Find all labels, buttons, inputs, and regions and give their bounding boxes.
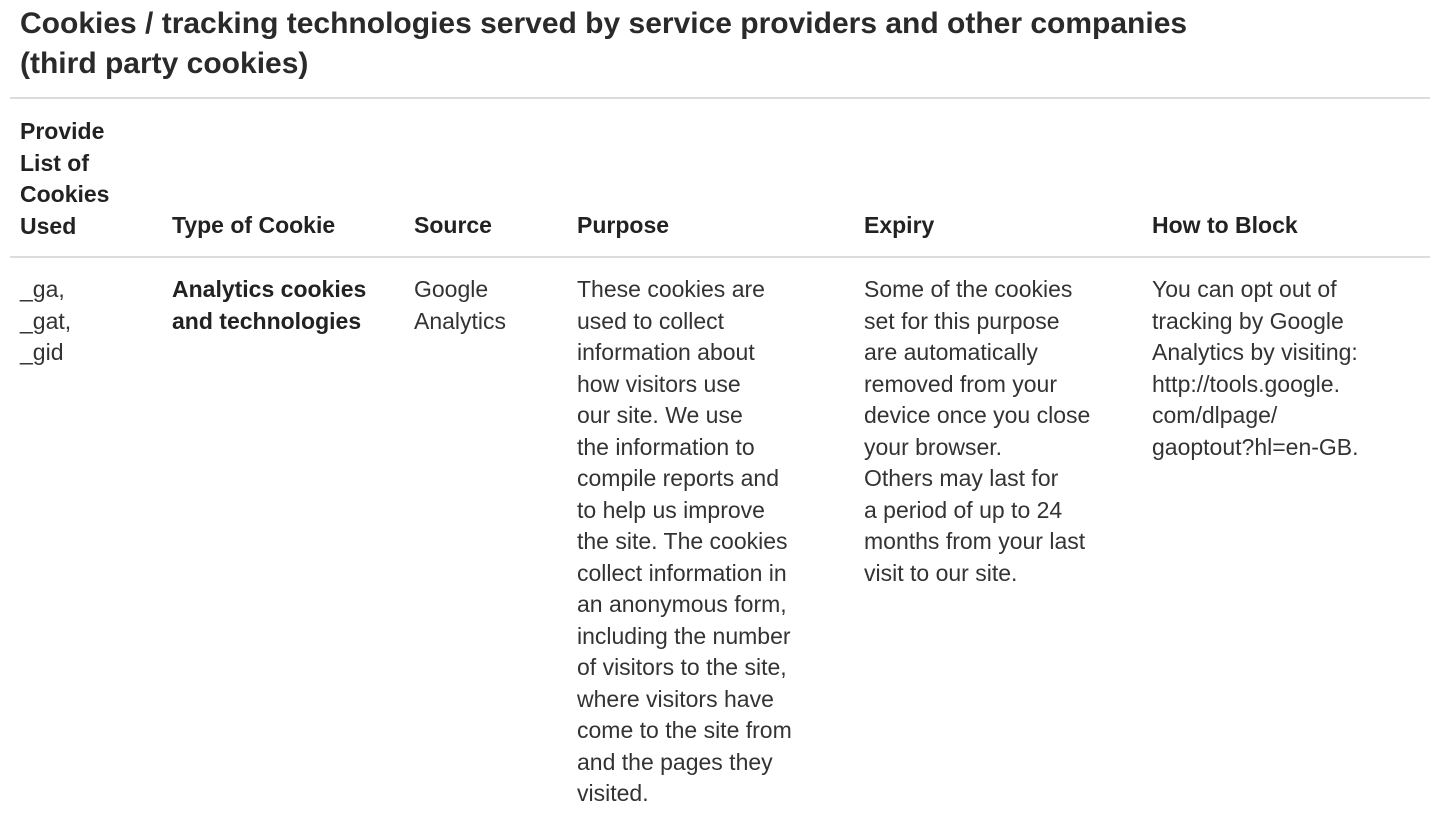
how-to-block-line: tracking by Google xyxy=(1152,307,1344,334)
purpose-line: our site. We use xyxy=(577,402,743,428)
expiry-line: device once you close xyxy=(864,402,1091,428)
cookie-name: _gid xyxy=(20,339,64,365)
purpose-line: the site. The cookies xyxy=(577,528,788,554)
expiry-line: Others may last for xyxy=(864,465,1059,491)
opt-out-link-line: com/dlpage/ xyxy=(1152,402,1278,428)
purpose-line: where visitors have xyxy=(577,685,774,712)
cookie-type-line: Analytics cookies xyxy=(172,276,367,302)
expiry-line: are automatically xyxy=(864,339,1038,365)
expiry-line: removed from your xyxy=(864,370,1058,397)
header-provide-line-2: List of xyxy=(20,149,89,176)
cookie-type-line: and technologies xyxy=(172,307,362,334)
purpose-line: used to collect xyxy=(577,307,725,334)
header-source: Source xyxy=(414,212,492,238)
cookie-name: _ga, xyxy=(20,276,65,302)
purpose-line: how visitors use xyxy=(577,370,741,397)
purpose-line: the information to xyxy=(577,433,755,460)
how-to-block-line: Analytics by visiting: xyxy=(1152,339,1358,365)
purpose-line: including the number xyxy=(577,622,791,649)
page-title xyxy=(20,4,1420,84)
header-provide-line-3: Cookies xyxy=(20,181,110,207)
expiry-line: a period of up to 24 xyxy=(864,496,1063,523)
purpose-line: visited. xyxy=(577,780,649,806)
purpose-line: These cookies are xyxy=(577,276,765,302)
table-top-divider xyxy=(10,97,1430,99)
purpose-line: of visitors to the site, xyxy=(577,654,787,680)
purpose-line: collect information in xyxy=(577,559,787,586)
source-line: Google xyxy=(414,276,489,302)
expiry-line: Some of the cookies xyxy=(864,276,1073,302)
purpose-line: to help us improve xyxy=(577,496,765,523)
purpose-line: and the pages they xyxy=(577,748,773,775)
source-cell xyxy=(414,274,506,337)
opt-out-link-line: gaoptout?hl=en-GB. xyxy=(1152,433,1359,460)
header-divider xyxy=(10,256,1430,258)
opt-out-link-line: http://tools.google. xyxy=(1152,370,1340,397)
purpose-cell xyxy=(577,274,792,810)
purpose-line: an anonymous form, xyxy=(577,591,787,617)
header-expiry: Expiry xyxy=(864,212,935,238)
purpose-line: compile reports and xyxy=(577,465,779,491)
header-type-of-cookie: Type of Cookie xyxy=(172,212,336,238)
expiry-cell xyxy=(864,274,1090,589)
page-title-line-2: (third party cookies) xyxy=(20,47,309,80)
cookie-name: _gat, xyxy=(20,307,72,334)
header-provide-line-4: Used xyxy=(20,212,77,239)
header-provide-list-of-cookies-used xyxy=(20,116,109,242)
expiry-line: months from your last xyxy=(864,528,1086,554)
how-to-block-cell xyxy=(1152,274,1359,463)
header-purpose: Purpose xyxy=(577,212,670,238)
header-provide-line-1: Provide xyxy=(20,118,105,144)
source-line: Analytics xyxy=(414,307,507,334)
header-how-to-block: How to Block xyxy=(1152,212,1298,238)
how-to-block-line: You can opt out of xyxy=(1152,276,1337,302)
expiry-line: your browser. xyxy=(864,433,1003,460)
expiry-line: visit to our site. xyxy=(864,559,1018,586)
page-title-line-1: Cookies / tracking technologies served by service providers and other companies xyxy=(20,7,1188,40)
cookie-type-cell xyxy=(172,274,366,337)
cookie-names-cell xyxy=(20,274,71,369)
purpose-line: come to the site from xyxy=(577,717,792,743)
purpose-line: information about xyxy=(577,339,755,365)
expiry-line: set for this purpose xyxy=(864,307,1060,334)
